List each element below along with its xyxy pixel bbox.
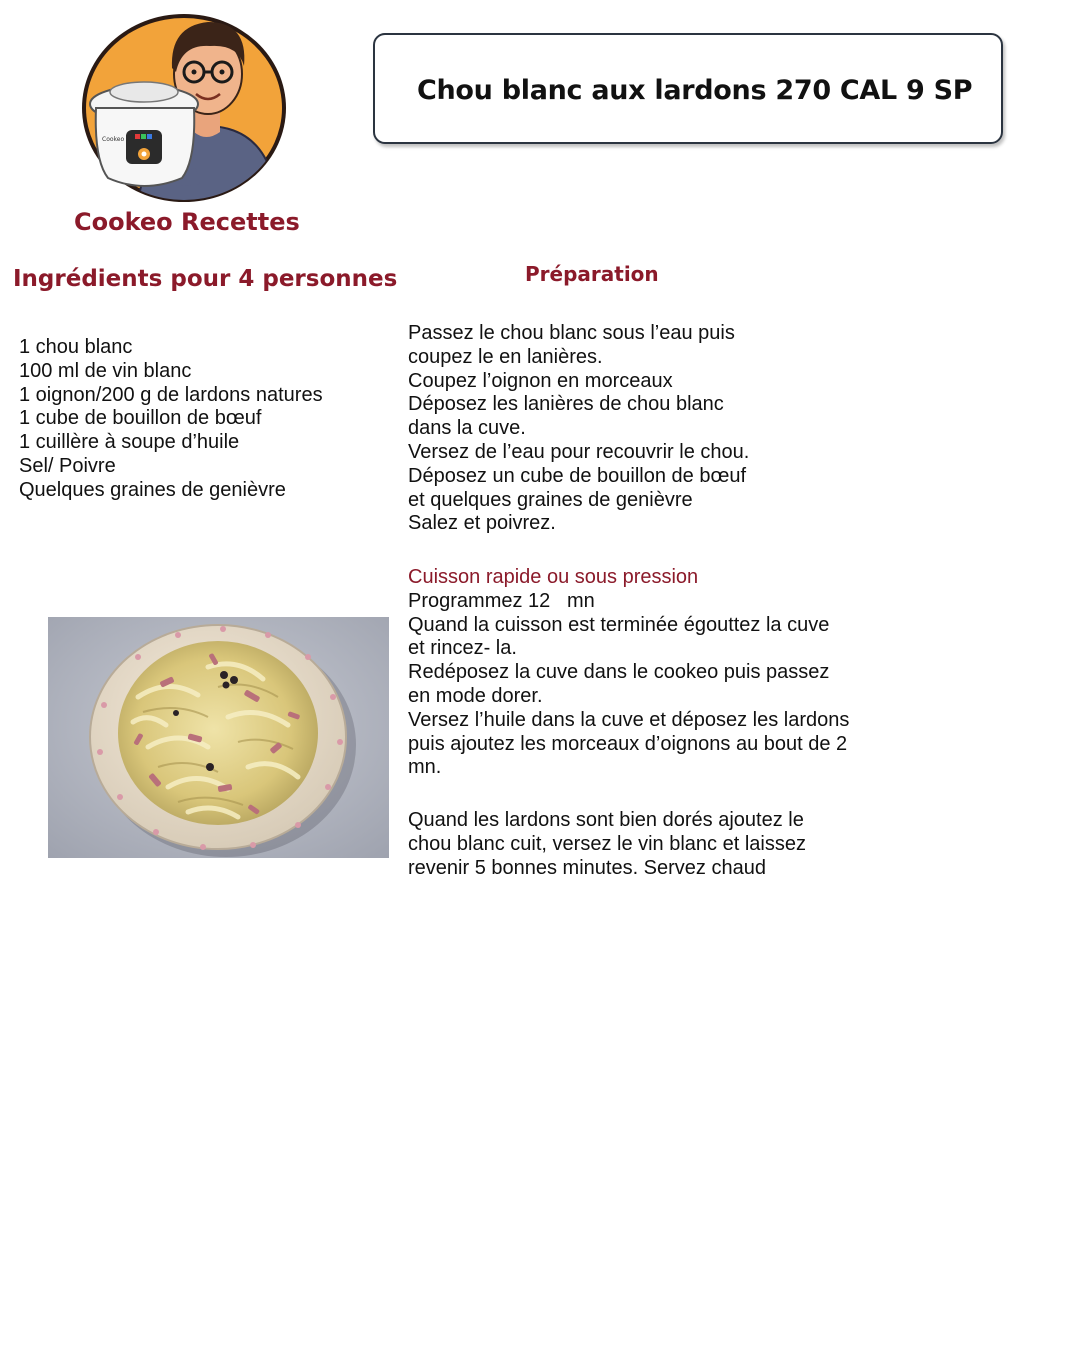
title-box — [373, 33, 1003, 144]
svg-text:Cookeo: Cookeo — [102, 136, 125, 143]
step-line: Coupez l’oignon en morceaux — [408, 369, 673, 392]
brand-logo — [78, 8, 290, 204]
ingredient-item: 1 cube de bouillon de bœuf — [19, 407, 262, 430]
final-line: chou blanc cuit, versez le vin blanc et laissez — [408, 832, 806, 855]
cooking-line: Programmez 12 mn — [408, 589, 595, 612]
dish-photo — [48, 617, 389, 858]
step-line: et quelques graines de genièvre — [408, 488, 693, 511]
cooking-line: puis ajoutez les morceaux d’oignons au bout de 2 — [408, 732, 848, 755]
cooking-line: Quand la cuisson est terminée égouttez la cuve — [408, 613, 830, 636]
ingredient-item: 1 cuillère à soupe d’huile — [19, 431, 240, 454]
ingredient-item: 1 oignon/200 g de lardons natures — [19, 383, 323, 406]
final-line: Quand les lardons sont bien dorés ajoutez le — [408, 809, 804, 831]
step-line: Versez de l’eau pour recouvrir le chou. — [408, 440, 750, 463]
ingredient-item: Quelques graines de genièvre — [19, 478, 286, 501]
step-line: Déposez un cube de bouillon de bœuf — [408, 464, 747, 487]
cooking-line: en mode dorer. — [408, 684, 543, 707]
step-line: Passez le chou blanc sous l’eau puis — [408, 322, 735, 344]
step-line: coupez le en lanières. — [408, 345, 603, 368]
brand-name: Cookeo Recettes — [74, 208, 300, 236]
ingredients-heading: Ingrédients pour 4 personnes — [13, 266, 398, 292]
cooking-line: Versez l’huile dans la cuve et déposez les lardons — [408, 708, 850, 731]
recipe-title: Chou blanc aux lardons 270 CAL 9 SP — [417, 75, 973, 106]
final-steps — [408, 809, 806, 880]
ingredient-item: 1 chou blanc — [19, 336, 133, 358]
ingredient-item: 100 ml de vin blanc — [19, 359, 192, 382]
cooking-mode-label: Cuisson rapide ou sous pression — [408, 566, 699, 588]
ingredients-list — [19, 336, 323, 503]
cooking-line: Redéposez la cuve dans le cookeo puis passez — [408, 661, 830, 684]
cooking-line: mn. — [408, 756, 442, 779]
step-line: Déposez les lanières de chou blanc — [408, 393, 724, 416]
preparation-steps — [408, 322, 749, 536]
cooking-section — [408, 566, 849, 780]
step-line: Salez et poivrez. — [408, 512, 556, 535]
step-line: dans la cuve. — [408, 417, 526, 440]
cooking-line: et rincez- la. — [408, 637, 517, 660]
ingredient-item: Sel/ Poivre — [19, 454, 116, 477]
final-line: revenir 5 bonnes minutes. Servez chaud — [408, 856, 766, 879]
preparation-heading: Préparation — [525, 262, 659, 286]
